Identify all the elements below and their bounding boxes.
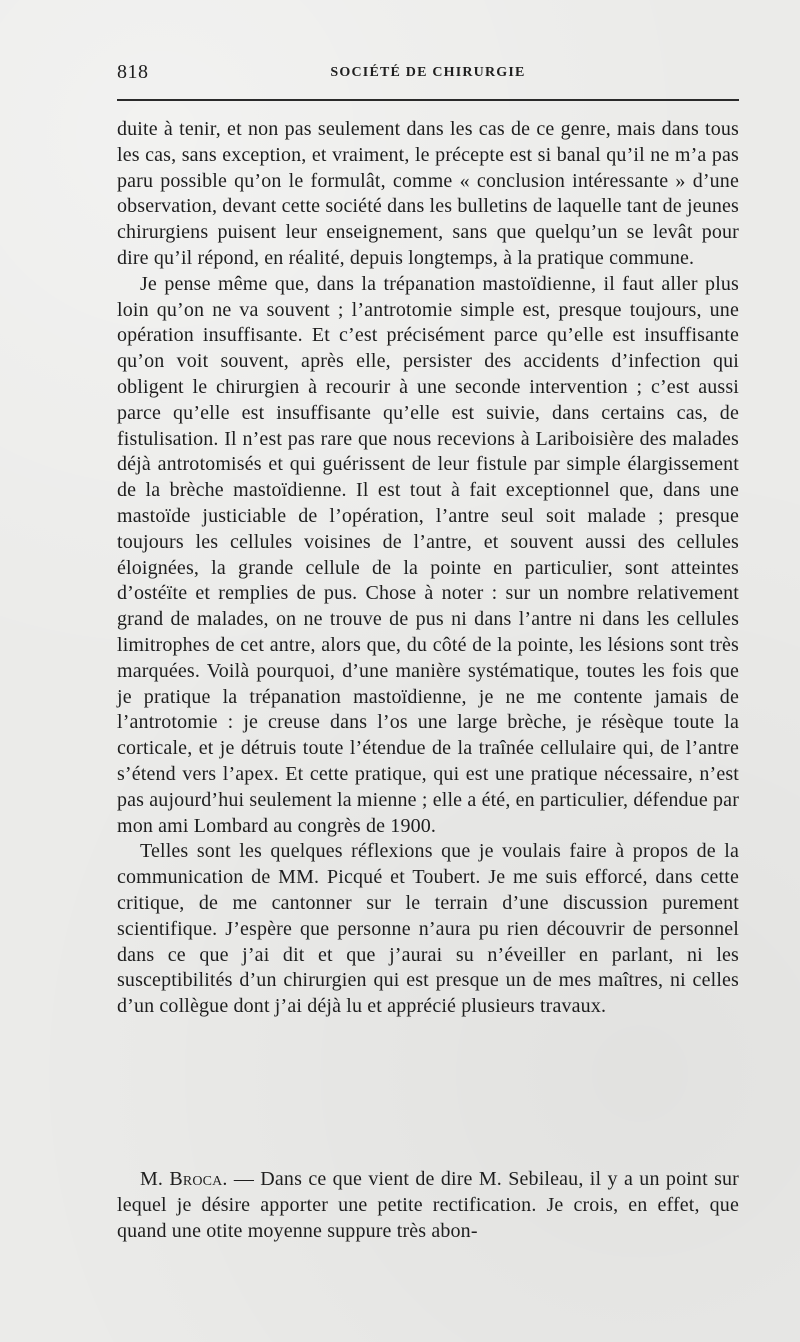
running-title: SOCIÉTÉ DE CHIRURGIE <box>330 65 526 80</box>
speaker-name: M. Broca. <box>140 1168 228 1190</box>
reply-text: — Dans ce que vient de dire M. Sebileau, il y a un point sur lequel je désire apporter une petite rectification. Je crois, en effet, que quand une otite moyenne suppure très abon- <box>117 1168 739 1242</box>
header-rule <box>117 99 739 101</box>
page-number: 818 <box>117 61 149 83</box>
reply-paragraph <box>117 1167 739 1244</box>
body-text <box>117 117 739 1020</box>
page-header <box>117 60 739 88</box>
paragraph-1: duite à tenir, et non pas seulement dans les cas de ce genre, mais dans tous les cas, sans exception, et vraiment, le précepte est si banal qu’il ne m’a pas paru possible qu’on le formulât, comme « conclusion intéressante » d’une observation, devant cette société dans les bulletins de laquelle tant de jeunes chirurgiens puisent leur enseignement, sans que quelqu’un se levât pour dire qu’il répond, en réalité, depuis longtemps, à la pratique commune. <box>117 118 739 269</box>
paragraph-3: Telles sont les quelques réflexions que je voulais faire à propos de la communication de MM. Picqué et Toubert. Je me suis efforcé, dans cette critique, de me cantonner sur le terrain d’une discussion purement scientifique. J’espère que personne n’aura pu rien découvrir de personnel dans ce que j’ai dit et que j’aurai su n’éveiller en parlant, ni les susceptibilités d’un chirurgien qui est presque un de mes maîtres, ni celles d’un collègue dont j’ai déjà lu et apprécié plusieurs travaux. <box>117 840 739 1018</box>
paragraph-2: Je pense même que, dans la trépanation mastoïdienne, il faut aller plus loin qu’on ne va souvent ; l’antrotomie simple est, presque toujours, une opération insuffisante. Et c’est précisément parce qu’elle est insuffisante qu’on voit souvent, après elle, persister des accidents d’infection qui obligent le chirurgien à recourir à une seconde intervention ; c’est aussi parce qu’elle est insuffisante qu’elle est suivie, dans certains cas, de fistulisation. Il n’est pas rare que nous recevions à Lariboisière des malades déjà antrotomisés et qui guérissent de leur fistule par simple élargissement de la brèche mastoïdienne. Il est tout à fait exceptionnel que, dans une mastoïde justiciable de l’opération, l’antre seul soit malade ; presque toujours les cellules voisines de l’antre, et souvent aussi des cellules éloignées, la grande cellule de la pointe en particulier, sont atteintes d’ostéïte et remplies de pus. Chose à noter : sur un nombre relativement grand de malades, on ne trouve de pus ni dans l’antre ni dans les cellules limitrophes de cet antre, alors que, du côté de la pointe, les lésions sont très marquées. Voilà pourquoi, d’une manière systématique, toutes les fois que je pratique la trépanation mastoïdienne, je ne me contente jamais de l’antrotomie : je creuse dans l’os une large brèche, je résèque toute la corticale, et je détruis toute l’étendue de la traînée cellulaire qui, de l’antre s’étend vers l’apex. Et cette pratique, qui est une pratique nécessaire, n’est pas aujourd’hui seulement la mienne ; elle a été, en particulier, défendue par mon ami Lombard au congrès de 1900. <box>117 272 739 837</box>
